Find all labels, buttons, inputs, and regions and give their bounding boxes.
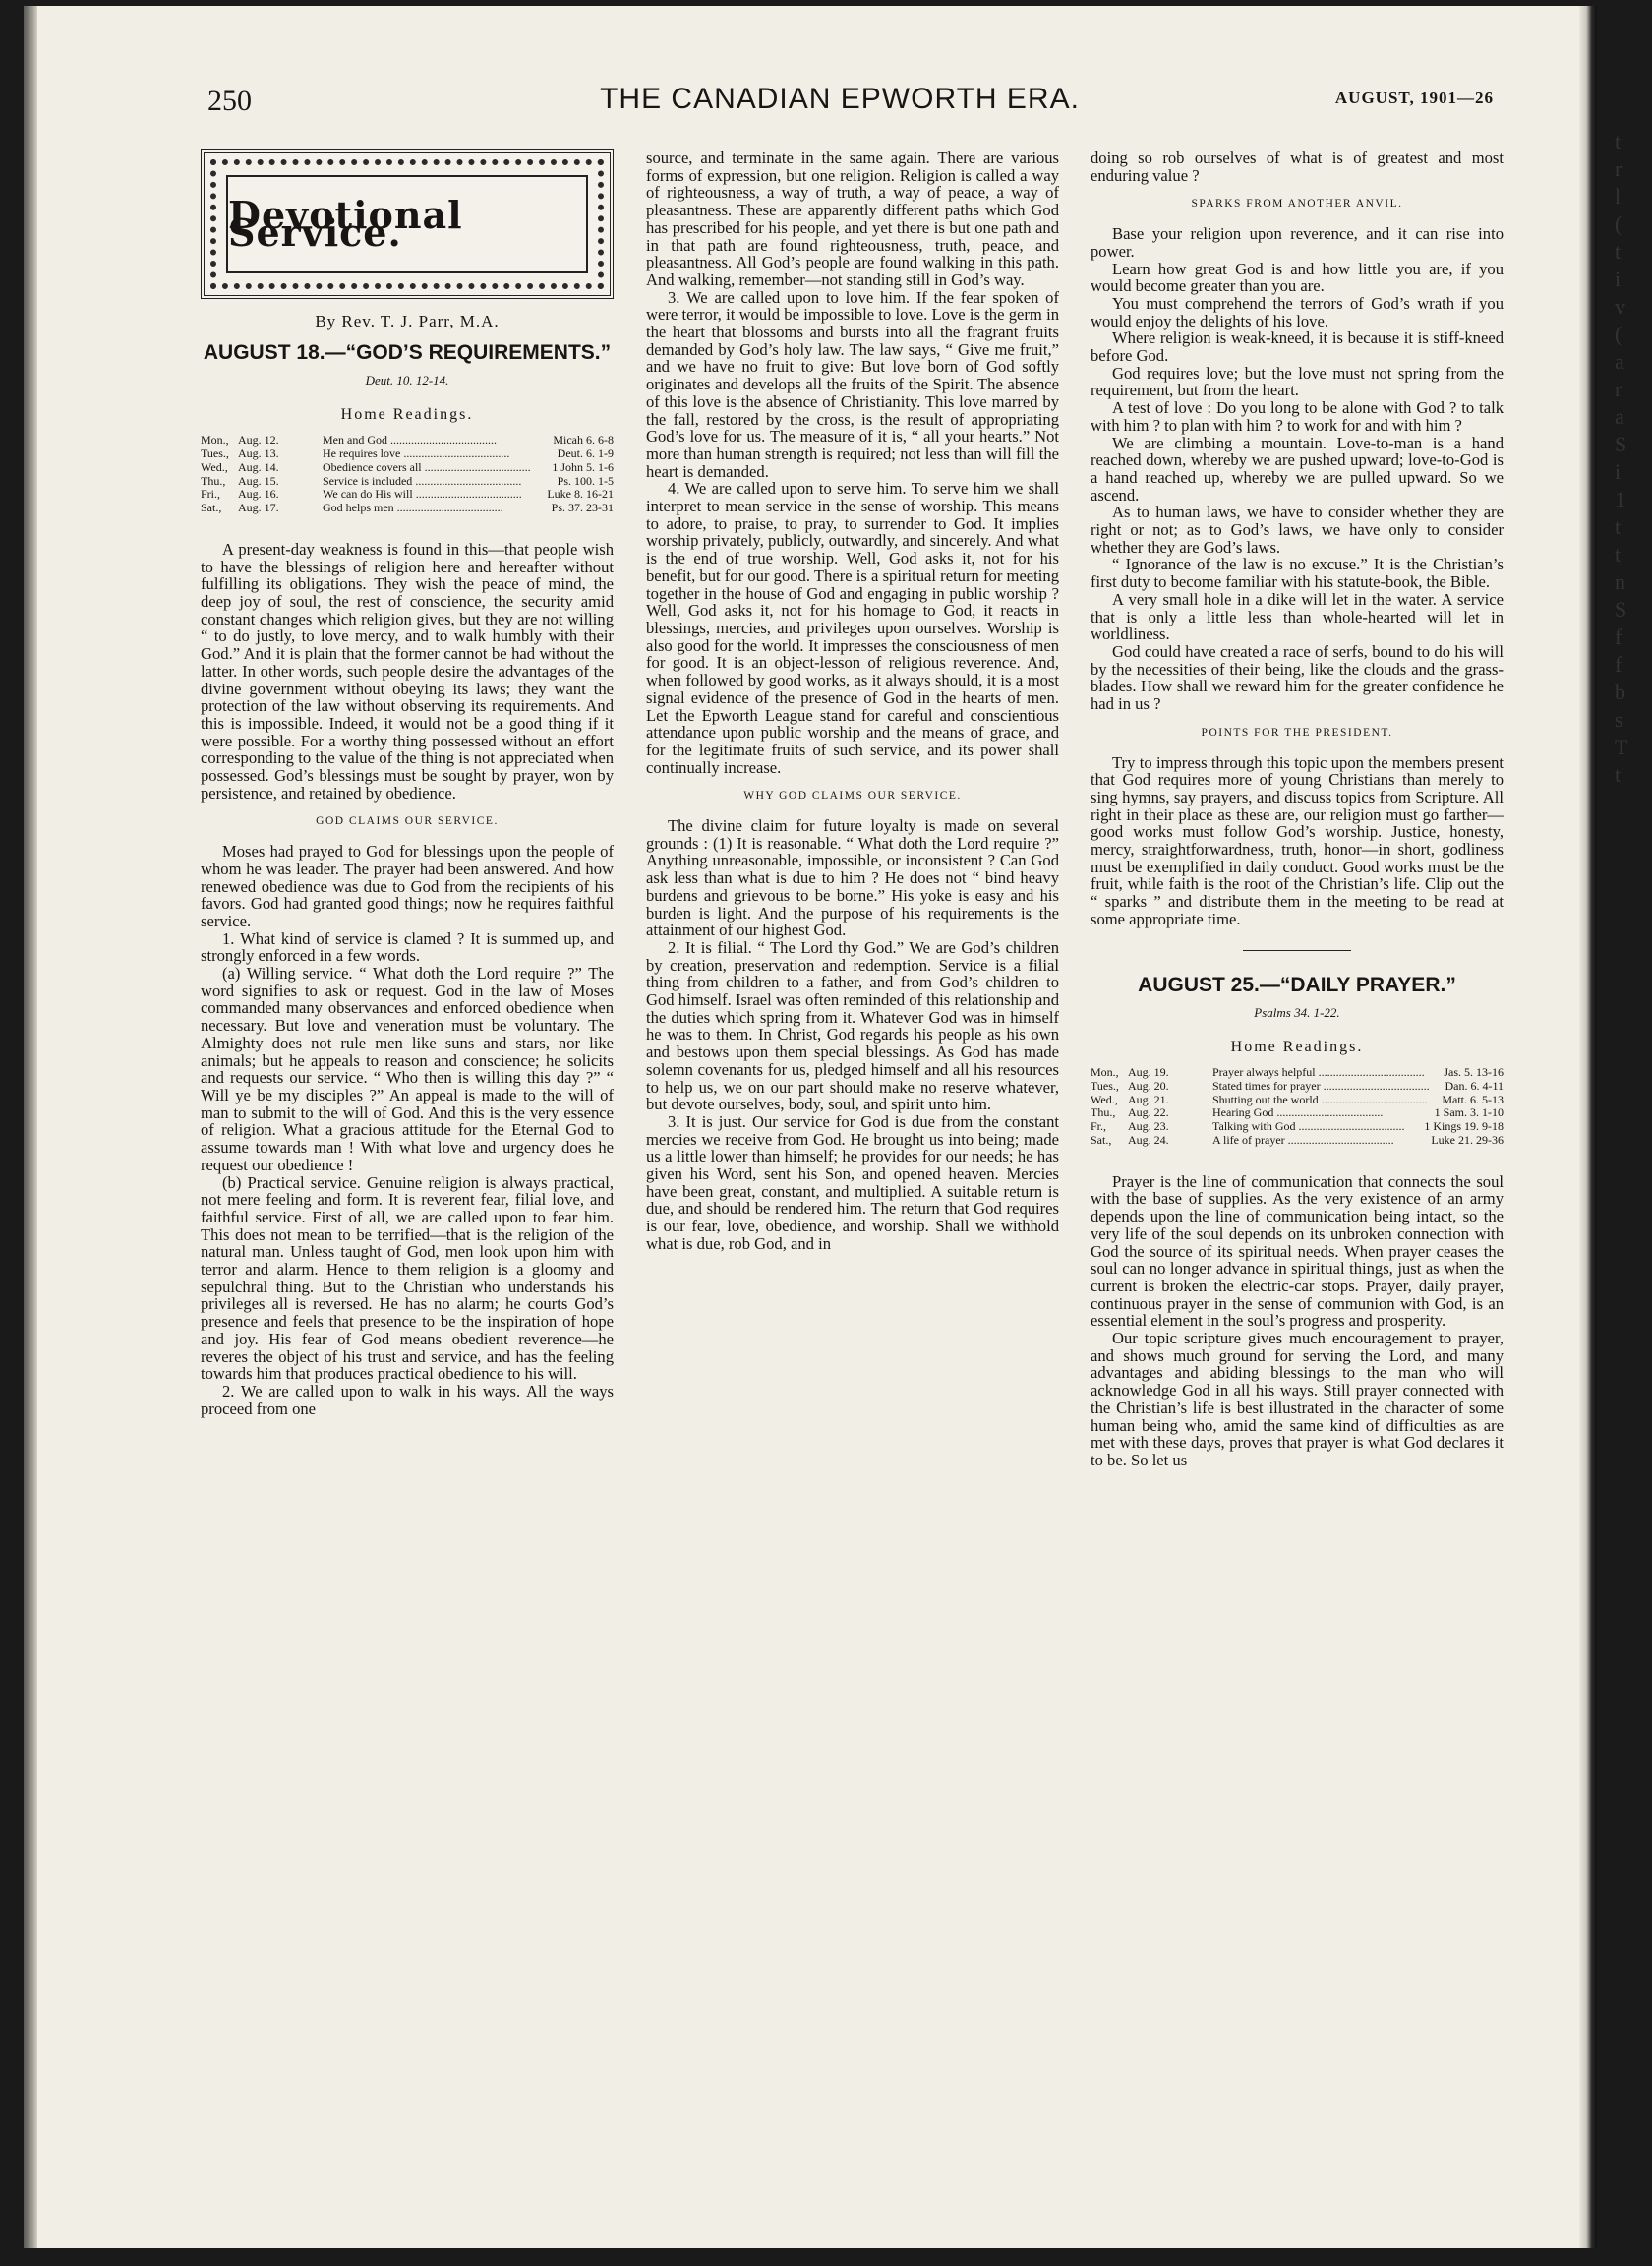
divider — [1243, 950, 1351, 951]
reading-day: Fr., — [1091, 1119, 1107, 1134]
reading-date: Aug. 24. — [1128, 1132, 1169, 1147]
edge-glyph: S — [1615, 432, 1627, 456]
reading-row — [1091, 1106, 1504, 1120]
paragraph: Prayer is the line of communication that connects the soul with the base of supplies. As the very existence of an army depends upon the line of communication being intact, so the very life of the soul depends on its unbroken connection with God the source of its spiritual needs. When prayer ceases the soul can no longer advance in spiritual things, just as when the current is broken the electric-car stops. Prayer, daily prayer, continuous prayer in the sense of communion with God, is an essential element in the soul’s progress and prosperity. — [1091, 1171, 1504, 1331]
reading-verse: Micah 6. 6-8 — [553, 433, 614, 447]
paragraph: The divine claim for future loyalty is made on several grounds : (1) It is reasonable. “ What doth the Lord require ?” Anything unreasonable, impossible, or inconsistent ? Can God ask less than what is due to him ? He does not “ bind heavy burdens and grievous to be borne.” His yoke is easy and his burden is light. And the purpose of his requirements is the attainment of our highest God. — [646, 816, 1059, 940]
spark-item: A very small hole in a dike will let in the water. A service that is only a little less than whole-hearted will let in worldliness. — [1091, 589, 1504, 644]
section-title: Devotional Service. — [228, 193, 463, 255]
reading-date: Aug. 22. — [1128, 1105, 1169, 1120]
edge-glyph: r — [1615, 156, 1622, 181]
subheading: WHY GOD CLAIMS OUR SERVICE. — [743, 790, 962, 803]
reading-subject: Shutting out the world ..... — [1212, 1094, 1438, 1107]
edge-glyph: v — [1615, 294, 1625, 319]
paragraph: (b) Practical service. Genuine religion is always practical, not mere feeling and form. It is reverent fear, filial love, and faithful service. First of all, we are called upon to fear him. This does not mean to be terrified—that is the religion of the natural man. Unless taught of God, men look upon him with terror and alarm. Hence to them religion is a gloomy and sepulchral thing. But to the Christian who understands his privileges all is reversed. He has no alarm; he courts God’s presence and feels that presence to be the inspiration of hope and joy. His fear of God means obedient reverence—he reveres the object of his trust and service, and has the feeling towards him that produces practical obedience to his will. — [201, 1172, 614, 1384]
reading-verse: Luke 21. 29-36 — [1431, 1132, 1504, 1147]
reading-date: Aug. 17. — [238, 501, 279, 515]
edge-glyph: ( — [1615, 322, 1622, 346]
edge-glyph: T — [1615, 735, 1628, 759]
paragraph: 3. It is just. Our service for God is due from the constant mercies we receive from God. He brought us into being; made us a little lower than himself; he provides for our needs; he has given his Word, sent his Son, and opened heaven. Mercies have been great, constant, and multiplied. A suitable return is due, and should be rendered him. The return that God requires is our fear, love, obedience, and worship. Shall we withhold what is due, rob God, and in — [646, 1111, 1059, 1253]
issue-date: AUGUST, 1901—26 — [1334, 89, 1494, 107]
reading-date: Aug. 23. — [1128, 1119, 1169, 1134]
adjacent-page-edge — [1615, 128, 1652, 1898]
reading-date: Aug. 20. — [1128, 1078, 1169, 1093]
reading-verse: Jas. 5. 13-16 — [1444, 1064, 1504, 1079]
edge-glyph: t — [1615, 129, 1622, 153]
edge-glyph: l — [1615, 184, 1622, 209]
scripture-reference: Psalms 34. 1-22. — [1254, 1004, 1340, 1020]
reading-subject: Stated times for prayer ..... — [1212, 1080, 1441, 1094]
column-1 — [201, 149, 614, 1417]
paragraph: doing so rob ourselves of what is of greatest and most enduring value ? — [1091, 149, 1504, 185]
reading-verse: Matt. 6. 5-13 — [1442, 1092, 1504, 1106]
page-gutter — [1579, 6, 1597, 2248]
reading-row — [201, 461, 614, 475]
reading-row — [1091, 1066, 1504, 1080]
column-2 — [646, 149, 1059, 1253]
reading-row — [1091, 1134, 1504, 1148]
reading-row — [201, 488, 614, 502]
journal-page — [24, 6, 1597, 2248]
column-3 — [1091, 149, 1504, 1469]
paragraph: source, and terminate in the same again. There are various forms of expression, but one religion. Religion is called a way of righteousness, a way of truth, a way of peace, a way of pleasantness. These are apparently different paths which God has prescribed for his people, and yet there is but one path and in that path are found righteousness, truth, peace, and pleasantness. All God’s people are found walking in this path. And walking, remember—not standing still in God’s way. — [646, 149, 1059, 289]
edge-glyph: i — [1615, 267, 1622, 291]
book-spine — [24, 6, 37, 2248]
edge-glyph: b — [1615, 680, 1625, 704]
paragraph: 1. What kind of service is clamed ? It is summed up, and strongly enforced in a few words. — [201, 928, 614, 966]
reading-subject: He requires love ..... — [323, 447, 554, 461]
topic-title: AUGUST 18.—“GOD’S REQUIREMENTS.” — [203, 340, 612, 364]
paragraph: Moses had prayed to God for blessings upon the people of whom he was leader. The prayer had been answered. And how renewed obedience was due to God from the recipients of his favors. God had granted good things; now he requires faithful service. — [201, 842, 614, 930]
subheading: GOD CLAIMS OUR SERVICE. — [316, 815, 499, 828]
reading-date: Aug. 12. — [238, 433, 279, 447]
reading-verse: Ps. 100. 1-5 — [557, 473, 614, 488]
paragraph: Try to impress through this topic upon the members present that God requires more of young Christians than merely to sing hymns, say prayers, and discuss topics from Scripture. All right in their place as these are, our religion must go farther—good works must follow God’s worship. Justice, honesty, mercy, straightforwardness, truth, honor—in short, godliness must be exemplified in daily conduct. Good works must be the fruit, while faith is the root of the Christian’s life. Clip out the “ sparks ” and distribute them in the meeting to be read at some appropriate time. — [1091, 752, 1504, 928]
reading-day: Fri., — [201, 487, 221, 502]
spark-item: You must comprehend the terrors of God’s wrath if you would enjoy the delights of his love. — [1091, 293, 1504, 330]
spark-item: A test of love : Do you long to be alone with God ? to talk with him ? to plan with him ? to work for and with him ? — [1091, 398, 1504, 435]
spark-item: Base your religion upon reverence, and it can rise into power. — [1091, 224, 1504, 261]
paragraph: 3. We are called upon to love him. If the fear spoken of were terror, it would be impossible to love. Love is the germ in the heart that blossoms and bursts into all the fragrant fruits demanded by God’s holy law. The law says, “ Give me fruit,” and we have no fruit to give: But love born of God softly originates and develops all the fruits of the Spirit. The absence of this love is the absence of Christianity. This love marred by the fall, restored by the cross, is the result of appropriating God’s love for us. The measure of it is, “ all your hearts.” Not more than human strength is required; not less than will fill the heart is demanded. — [646, 287, 1059, 481]
home-readings-title: Home Readings. — [1230, 1039, 1364, 1056]
reading-day: Wed., — [201, 459, 228, 474]
home-readings-title: Home Readings. — [340, 406, 474, 424]
reading-subject: Service is included ..... — [323, 475, 554, 489]
reading-date: Aug. 16. — [238, 487, 279, 502]
sparks-list — [1091, 225, 1504, 713]
reading-date: Aug. 13. — [238, 446, 279, 460]
paragraph: 2. We are called upon to walk in his ways. All the ways proceed from one — [201, 1381, 614, 1418]
byline: By Rev. T. J. Parr, M.A. — [315, 312, 500, 330]
reading-day: Tues., — [201, 446, 229, 460]
reading-row — [1091, 1080, 1504, 1094]
reading-row — [1091, 1120, 1504, 1134]
reading-day: Sat., — [201, 501, 222, 515]
reading-day: Sat., — [1091, 1132, 1112, 1147]
reading-date: Aug. 14. — [238, 459, 279, 474]
reading-date: Aug. 15. — [238, 473, 279, 488]
spark-item: God requires love; but the love must not spring from the requirement, but from the heart. — [1091, 363, 1504, 400]
paragraph: 2. It is filial. “ The Lord thy God.” We are God’s children by creation, preservation and redemption. Service is a filial thing from children to a father, and from God’s children to God himself. Israel was often reminded of this relationship and the duties which spring from it. Whatever God was in himself he was to them. In Christ, God regards his people as his own and bestows upon them special blessings. As God has made solemn covenants for us, pledged himself and all his resources to help us, we on our part should make no reserve whatever, but devote ourselves, body, soul, and spirit unto him. — [646, 937, 1059, 1114]
paragraph: 4. We are called upon to serve him. To serve him we shall interpret to mean service in the sense of worship. This means to adore, to praise, to pray, to surrender to God. It implies worship privately, publicly, outwardly, and sincerely. And what is the end of true worship. Well, God asks it, not for his benefit, but for our good. There is a spiritual return for meeting together in the house of God and engaging in public worship ? Well, God asks it, not for his homage to God, it reacts in blessings, mercies, and privileges upon ourselves. Worship is also good for the world. It impresses the consciousness of men for good. It is an object-lesson of religious reverence. And, when followed by good works, as it always should, it is a most signal evidence of the presence of God in the hearts of men. Let the Epworth League stand for careful and conscientious attendance upon public worship and the means of grace, and for the legitimate fruits of such service, and its power shall continually increase. — [646, 479, 1059, 777]
reading-day: Mon., — [201, 433, 229, 447]
paragraph: A present-day weakness is found in this—that people wish to have the blessings of religion here and hereafter without fulfilling its obligations. They wish the peace of mind, the deep joy of soul, the rest of conscience, the security amid constant changes which religion gives, but they are not willing “ to do justly, to love mercy, and to walk humbly with their God.” And it is plain that the former cannot be had without the latter. In other words, such people desire the advantages of the divine government without obeying its laws; they want the protection of the law without observing its requirements. And this is impossible. Indeed, it would not be a good thing if it were possible. For a worthy thing possessed without an effort corresponding to the value of the thing is not appreciated when possessed. God’s blessings must be sought by prayer, won by persistence, and retained by obedience. — [201, 539, 614, 803]
publication-title: THE CANADIAN EPWORTH ERA. — [600, 83, 1080, 115]
reading-subject: Talking with God ..... — [1212, 1120, 1420, 1134]
edge-glyph: 1 — [1615, 487, 1625, 511]
edge-glyph: a — [1615, 404, 1624, 429]
edge-glyph: f — [1615, 652, 1622, 677]
reading-day: Tues., — [1091, 1078, 1119, 1093]
edge-glyph: t — [1615, 514, 1622, 539]
subheading: SPARKS FROM ANOTHER ANVIL. — [1191, 198, 1403, 210]
section-banner — [201, 149, 614, 299]
edge-glyph: ( — [1615, 211, 1622, 236]
edge-glyph: s — [1615, 707, 1623, 732]
reading-row — [201, 447, 614, 461]
reading-subject: Prayer always helpful ..... — [1212, 1066, 1440, 1080]
spark-item: We are climbing a mountain. Love-to-man is a hand reached down, whereby we are pushed upward; love-to-God is a hand reached up, whereby we are pulled upward. So we ascend. — [1091, 433, 1504, 505]
reading-day: Thu., — [201, 473, 226, 488]
spark-item: Learn how great God is and how little you are, if you would become greater than you are. — [1091, 259, 1504, 296]
reading-row — [201, 434, 614, 447]
edge-glyph: i — [1615, 459, 1622, 484]
reading-verse: Dan. 6. 4-11 — [1445, 1078, 1504, 1093]
reading-verse: 1 John 5. 1-6 — [552, 459, 614, 474]
paragraph: Our topic scripture gives much encouragement to prayer, and shows much ground for serving the Lord, and many advantages and abiding blessings to the man who will acknowledge God in all his ways. Still prayer connected with the Christian’s life is best illustrated in the character of some human being who, amid the same kind of difficulties as are met with these days, proves that prayer is what God declares it to be. So let us — [1091, 1329, 1504, 1469]
reading-subject: We can do His will ..... — [323, 488, 543, 502]
reading-row — [201, 502, 614, 515]
spark-item: God could have created a race of serfs, bound to do his will by the necessities of their being, like the clouds and the grass-blades. How shall we reward him for the greater confidence he had in us ? — [1091, 641, 1504, 714]
reading-date: Aug. 19. — [1128, 1064, 1169, 1079]
home-readings-list — [1091, 1066, 1504, 1148]
page-number: 250 — [207, 85, 252, 117]
edge-glyph: t — [1615, 239, 1622, 264]
reading-verse: 1 Sam. 3. 1-10 — [1434, 1105, 1504, 1120]
edge-glyph: r — [1615, 377, 1622, 401]
topic-title: AUGUST 25.—“DAILY PRAYER.” — [1138, 973, 1456, 996]
reading-verse: Luke 8. 16-21 — [547, 487, 614, 502]
paragraph: (a) Willing service. “ What doth the Lord require ?” The word signifies to ask or request. God in the law of Moses commanded many observances and enforced obedience when necessary. But love and veneration must be voluntary. The Almighty does not rule men like suns and stars, nor like animals; but he appeals to reason and conscience; he solicits and requests our service. “ Who then is willing this day ?” “ Will ye be my disciples ?” An appeal is made to the will of man to submit to the will of God. And this is the very essence of religion. What a gracious attitude for the Eternal God to assume towards man ! With what love and urgency does he request our obedience ! — [201, 964, 614, 1174]
reading-verse: Ps. 37. 23-31 — [551, 501, 614, 515]
edge-glyph: S — [1615, 597, 1627, 622]
edge-glyph: a — [1615, 349, 1624, 374]
reading-row — [201, 475, 614, 489]
subheading: POINTS FOR THE PRESIDENT. — [1201, 726, 1393, 739]
reading-row — [1091, 1094, 1504, 1107]
spark-item: As to human laws, we have to consider whether they are right or not; as to God’s laws, we have only to consider whether they are God’s laws. — [1091, 503, 1504, 557]
reading-verse: Deut. 6. 1-9 — [557, 446, 614, 460]
reading-subject: Obedience covers all ..... — [323, 461, 548, 475]
reading-date: Aug. 21. — [1128, 1092, 1169, 1106]
home-readings-list — [201, 434, 614, 515]
spark-item: Where religion is weak-kneed, it is because it is stiff-kneed before God. — [1091, 328, 1504, 366]
reading-verse: 1 Kings 19. 9-18 — [1424, 1119, 1504, 1134]
running-head — [186, 83, 1494, 122]
reading-day: Wed., — [1091, 1092, 1118, 1106]
reading-subject: God helps men ..... — [323, 502, 548, 515]
reading-subject: A life of prayer ..... — [1212, 1134, 1427, 1148]
edge-glyph: t — [1615, 762, 1622, 787]
reading-subject: Hearing God ..... — [1212, 1106, 1431, 1120]
reading-day: Thu., — [1091, 1105, 1116, 1120]
spark-item: “ Ignorance of the law is no excuse.” It is the Christian’s first duty to become familiar with his statute-book, the Bible. — [1091, 555, 1504, 592]
edge-glyph: f — [1615, 625, 1622, 649]
reading-day: Mon., — [1091, 1064, 1119, 1079]
edge-glyph: t — [1615, 542, 1622, 566]
edge-glyph: n — [1615, 569, 1625, 594]
scripture-reference: Deut. 10. 12-14. — [365, 372, 449, 388]
reading-subject: Men and God ..... — [323, 434, 549, 447]
